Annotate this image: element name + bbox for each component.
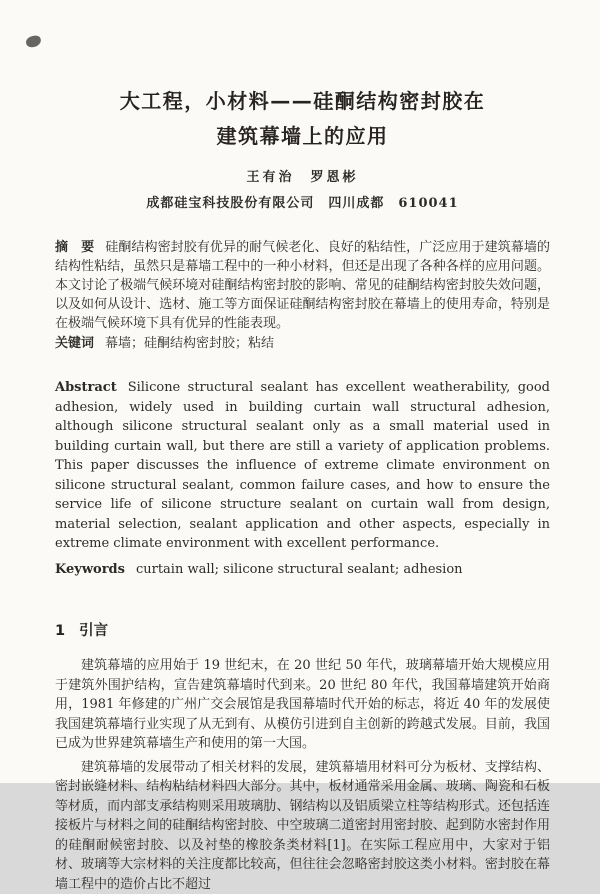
keywords-cn (55, 334, 550, 353)
paper-title-line1: 大工程，小材料——硅酮结构密封胶在 (55, 84, 550, 119)
abstract-en-text: Silicone structural sealant has excellent weatherability, good adhesion, widely used in building curtain wall structural adhesion, although silicone structural sealant only as a small material used in building curtain wall, but there are still a variety of application problems. This paper discusses the influence of extreme climate environment on silicone structural sealant, common failure cases, and how to ensure the service life of silicone structure sealant on curtain wall from design, material selection, sealant application and other aspects, especially in extreme climate environment with excellent performance. (55, 380, 550, 551)
paper-title-line2: 建筑幕墙上的应用 (55, 119, 550, 154)
abstract-cn-label: 摘 要 (55, 240, 94, 255)
keywords-cn-text: 幕墙；硅酮结构密封胶；粘结 (105, 336, 274, 351)
abstract-cn (55, 238, 550, 333)
abstract-en-label: Abstract (55, 380, 117, 395)
scan-artifact (25, 35, 42, 49)
keywords-en (55, 560, 550, 580)
abstract-cn-text: 硅酮结构密封胶有优异的耐气候老化、良好的粘结性，广泛应用于建筑幕墙的结构性粘结，虽然只是幕墙工程中的一种小材料，但还是出现了各种各样的应用问题。本文讨论了极端气候环境对硅酮结构密封胶的影响、常见的硅酮结构密封胶失效问题，以及如何从设计、选材、施工等方面保证硅酮结构密封胶在幕墙上的使用寿命，特别是在极端气候环境下具有优异的性能表现。 (55, 240, 550, 331)
keywords-en-text: curtain wall; silicone structural sealant; adhesion (136, 562, 463, 577)
affiliation: 成都硅宝科技股份有限公司 四川成都 610041 (55, 192, 550, 211)
section-title: 引言 (79, 623, 108, 639)
section-heading-introduction (55, 619, 550, 640)
keywords-cn-label: 关键词 (55, 336, 94, 351)
body-paragraph-2: 建筑幕墙的发展带动了相关材料的发展，建筑幕墙用材料可分为板材、支撑结构、密封嵌缝材料、结构粘结材料四大部分。其中，板材通常采用金属、玻璃、陶瓷和石板等材质，而内部支承结构则采用玻璃肋、钢结构以及铝质梁立柱等结构形式。还包括连接板片与材料之间的硅酮结构密封胶、中空玻璃二道密封用密封胶、起到防水密封作用的硅酮耐候密封胶、以及衬垫的橡胶条类材料[1]。在实际工程应用中，大家对于铝材、玻璃等大宗材料的关注度都比较高，但往往会忽略密封胶这类小材料。密封胶在幕墙工程中的造价占比不超过 (55, 758, 550, 894)
paper-title (55, 84, 550, 154)
section-number: 1 (55, 623, 65, 639)
abstract-en (55, 378, 550, 554)
keywords-en-label: Keywords (55, 562, 125, 577)
body-paragraph-1: 建筑幕墙的应用始于 19 世纪末，在 20 世纪 50 年代，玻璃幕墙开始大规模应用于建筑外围护结构，宣告建筑幕墙时代到来。20 世纪 80 年代，我国幕墙建筑开始商用，1981 年修建的广州广交会展馆是我国幕墙时代开始的标志，将近 40 年的发展使我国建筑幕墙行业实现了从无到有、从模仿引进到自主创新的跨越式发展。目前，我国已成为世界建筑幕墙生产和使用的第一大国。 (55, 656, 550, 754)
authors: 王有治 罗恩彬 (55, 166, 550, 185)
